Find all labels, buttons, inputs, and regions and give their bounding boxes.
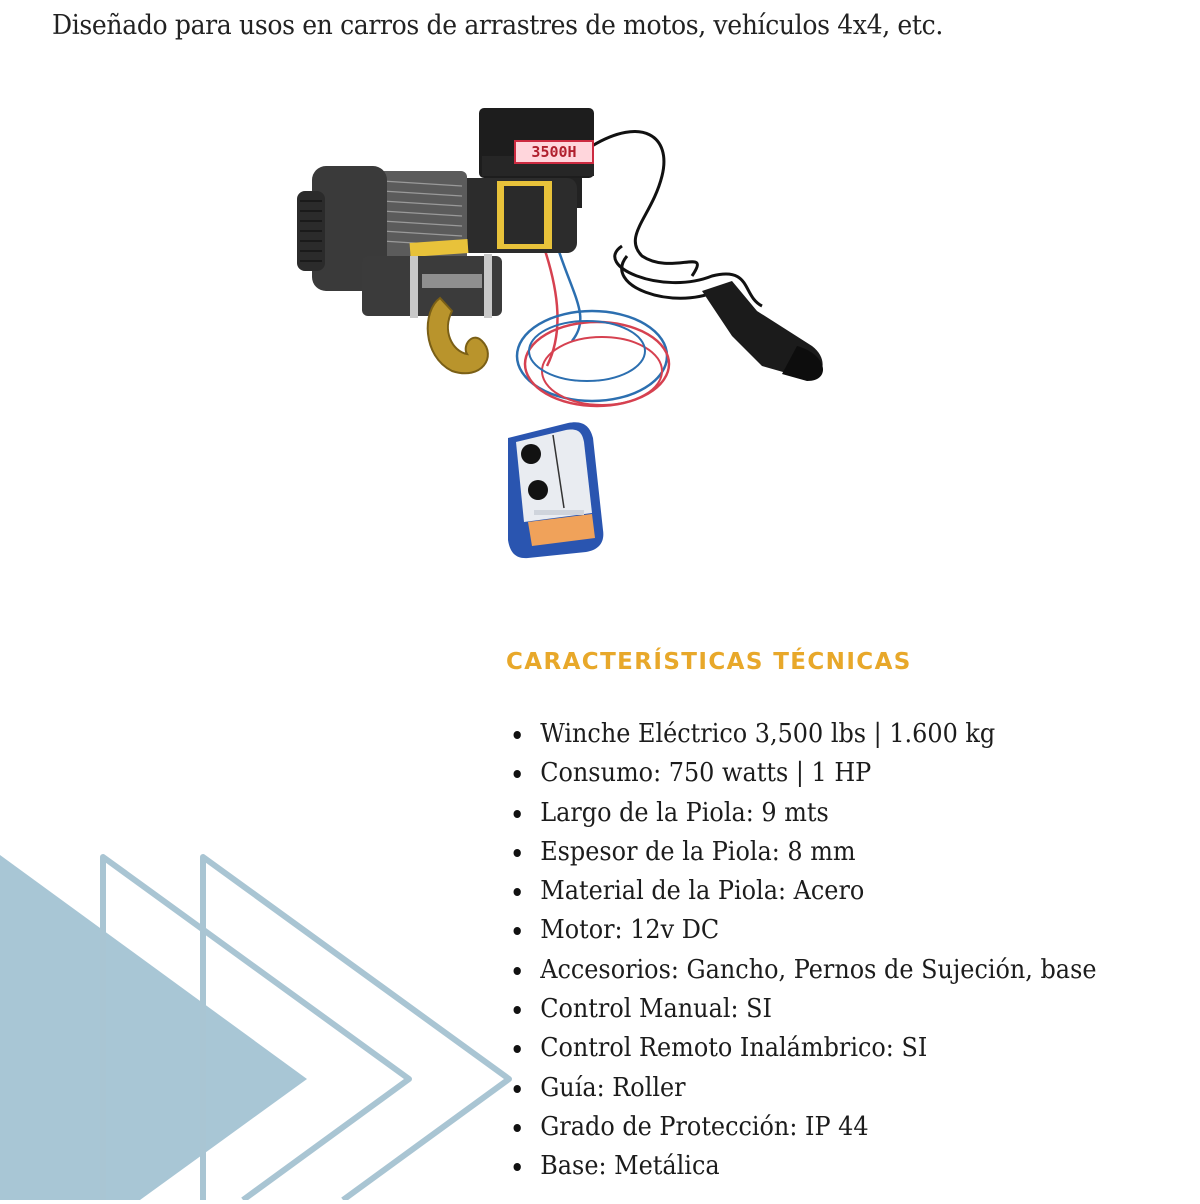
spec-label: Consumo: 750 watts | 1 HP	[540, 758, 872, 789]
bullet-icon	[514, 888, 521, 896]
spec-item	[508, 911, 1097, 950]
bullet-icon	[514, 1085, 521, 1093]
winch-product-image	[292, 96, 852, 426]
spec-item	[508, 794, 1097, 833]
bullet-icon	[514, 1045, 521, 1053]
spec-item	[508, 1147, 1097, 1186]
bullet-icon	[514, 731, 521, 739]
spec-label: Largo de la Piola: 9 mts	[540, 797, 829, 828]
remote-control-image	[498, 418, 610, 563]
spec-item	[508, 1108, 1097, 1147]
spec-label: Control Remoto Inalámbrico: SI	[540, 1033, 928, 1064]
winch-model-label: 3500H	[531, 143, 577, 161]
spec-label: Material de la Piola: Acero	[540, 876, 865, 907]
spec-item	[508, 1069, 1097, 1108]
spec-label: Espesor de la Piola: 8 mm	[540, 836, 856, 867]
bullet-icon	[514, 927, 521, 935]
specs-list	[508, 715, 1148, 1187]
spec-label: Winche Eléctrico 3,500 lbs | 1.600 kg	[540, 719, 996, 749]
spec-label: Control Manual: SI	[540, 994, 772, 1025]
decorative-chevrons	[0, 840, 560, 1200]
spec-label: Motor: 12v DC	[540, 915, 720, 946]
bullet-icon	[514, 1124, 521, 1132]
specs-title: CARACTERÍSTICAS TÉCNICAS	[506, 649, 912, 675]
spec-item	[508, 833, 1097, 872]
spec-item	[508, 1029, 1097, 1068]
spec-item	[508, 754, 1097, 793]
spec-item	[508, 990, 1097, 1029]
spec-item	[508, 715, 1097, 754]
spec-label: Grado de Protección: IP 44	[540, 1111, 869, 1142]
spec-label: Base: Metálica	[540, 1151, 720, 1182]
spec-item	[508, 951, 1097, 990]
bullet-icon	[514, 1163, 521, 1171]
spec-label: Guía: Roller	[540, 1072, 686, 1103]
spec-label: Accesorios: Gancho, Pernos de Sujeción, base	[540, 954, 1097, 985]
bullet-icon	[514, 810, 521, 818]
spec-item	[508, 872, 1097, 911]
bullet-icon	[514, 770, 521, 778]
bullet-icon	[514, 849, 521, 857]
bullet-icon	[514, 967, 521, 975]
bullet-icon	[514, 1006, 521, 1014]
intro-text: Diseñado para usos en carros de arrastres de motos, vehículos 4x4, etc.	[52, 10, 943, 41]
